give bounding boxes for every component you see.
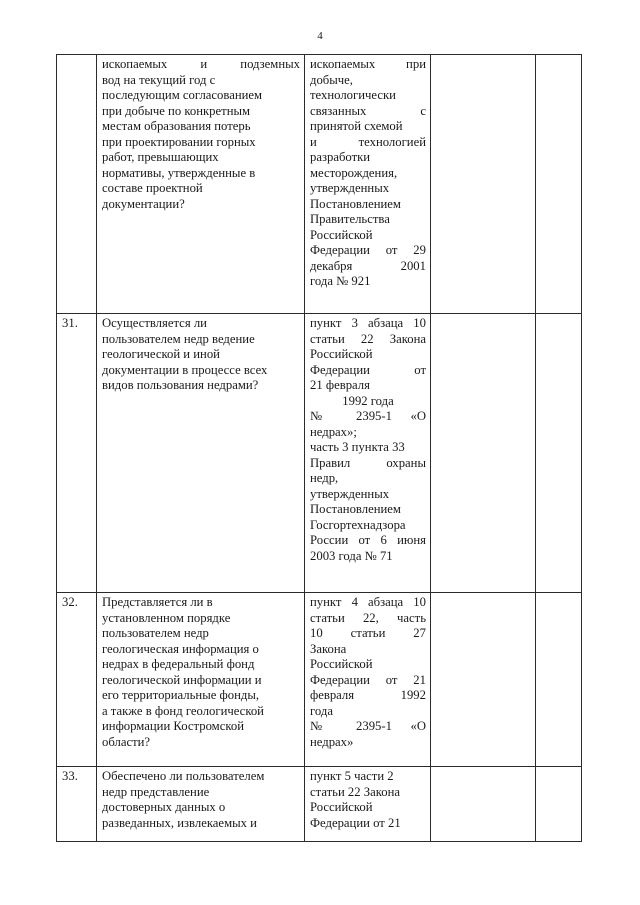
table-row bbox=[57, 55, 582, 314]
question-line: его территориальные фонды, bbox=[102, 688, 260, 702]
question-line: последующим согласованием bbox=[102, 88, 263, 102]
question-line: местам образования потерь bbox=[102, 119, 251, 133]
requisites-line: № 2395-1 «О bbox=[310, 409, 426, 423]
note-cell bbox=[536, 314, 582, 593]
requisites-line: Постановлением bbox=[310, 196, 401, 211]
question-cell bbox=[97, 767, 305, 842]
question-line: документации? bbox=[102, 196, 185, 211]
question-line: документации в процессе всех bbox=[102, 362, 268, 377]
requisites-line: Федерации от 21 bbox=[310, 815, 401, 830]
requisites-line: Федерации от 21 bbox=[310, 672, 426, 687]
requisites-cell bbox=[305, 314, 431, 593]
question-line: геологической информации и bbox=[102, 672, 262, 687]
question-line: пользователем недр ведение bbox=[102, 331, 255, 346]
question-line: нормативы, утвержденные в bbox=[102, 165, 256, 180]
requisites-line: февраля 1992 bbox=[310, 688, 426, 702]
requisites-line: пункт 5 части 2 bbox=[310, 769, 394, 783]
question-line: геологическая информация о bbox=[102, 641, 259, 656]
requisites-line: принятой схемой bbox=[310, 119, 403, 133]
row-number: 33. bbox=[57, 767, 97, 842]
row-number: 31. bbox=[57, 314, 97, 593]
requisites-line: недрах» bbox=[310, 734, 354, 749]
checklist-table bbox=[56, 54, 582, 842]
requisites-line: 10 статьи 27 bbox=[310, 626, 426, 640]
requisites-line: разработки bbox=[310, 150, 371, 164]
requisites-cell bbox=[305, 593, 431, 767]
table-row bbox=[57, 593, 582, 767]
requisites-line: часть 3 пункта 33 bbox=[310, 440, 405, 454]
question-line: недрах в федеральный фонд bbox=[102, 657, 255, 671]
requisites-line: статьи 22 Закона bbox=[310, 331, 426, 346]
requisites-cell bbox=[305, 55, 431, 314]
question-line: достоверных данных о bbox=[102, 800, 226, 814]
requisites-line: Правительства bbox=[310, 212, 390, 226]
requisites-line: 21 февраля bbox=[310, 378, 370, 392]
question-line: области? bbox=[102, 734, 151, 749]
requisites-line: ископаемых при bbox=[310, 57, 426, 71]
requisites-line: статьи 22 Закона bbox=[310, 784, 401, 799]
table-row bbox=[57, 767, 582, 842]
requisites-line: года bbox=[310, 703, 333, 718]
requisites-line: Российской bbox=[310, 657, 373, 671]
question-cell bbox=[97, 55, 305, 314]
question-cell bbox=[97, 593, 305, 767]
question-cell bbox=[97, 314, 305, 593]
question-line: геологической и иной bbox=[102, 347, 220, 361]
row-number bbox=[57, 55, 97, 314]
requisites-line: 2003 года № 71 bbox=[310, 548, 393, 563]
requisites-cell bbox=[305, 767, 431, 842]
question-line: вод на текущий год с bbox=[102, 72, 216, 87]
question-line: работ, превышающих bbox=[102, 150, 219, 164]
answer-cell bbox=[431, 55, 536, 314]
requisites-line: статьи 22, часть bbox=[310, 610, 426, 625]
answer-cell bbox=[431, 767, 536, 842]
note-cell bbox=[536, 767, 582, 842]
requisites-line: недрах»; bbox=[310, 424, 357, 439]
requisites-line: утвержденных bbox=[310, 486, 390, 501]
question-line: Обеспечено ли пользователем bbox=[102, 769, 265, 783]
requisites-line: Постановлением bbox=[310, 502, 401, 516]
requisites-line: и технологией bbox=[310, 134, 426, 149]
page-number: 4 bbox=[317, 30, 323, 42]
question-line: Представляется ли в bbox=[102, 595, 213, 609]
question-line: при добыче по конкретным bbox=[102, 103, 251, 118]
answer-cell bbox=[431, 314, 536, 593]
question-line: разведанных, извлекаемых и bbox=[102, 815, 257, 830]
question-line: пользователем недр bbox=[102, 626, 209, 640]
requisites-line: Госгортехнадзора bbox=[310, 517, 406, 532]
question-line: ископаемых и подземных bbox=[102, 57, 300, 71]
requisites-line: Российской bbox=[310, 800, 373, 814]
requisites-line: № 2395-1 «О bbox=[310, 719, 426, 733]
question-line: информации Костромской bbox=[102, 719, 244, 733]
question-line: видов пользования недрами? bbox=[102, 378, 259, 392]
question-line: а также в фонд геологической bbox=[102, 703, 264, 718]
question-line: недр представление bbox=[102, 784, 210, 799]
requisites-line: связанных с bbox=[310, 103, 426, 118]
requisites-line: пункт 3 абзаца 10 bbox=[310, 316, 426, 330]
question-line: при проектировании горных bbox=[102, 134, 256, 149]
question-line: составе проектной bbox=[102, 181, 203, 195]
requisites-line: пункт 4 абзаца 10 bbox=[310, 595, 426, 609]
requisites-line: Федерации от 29 bbox=[310, 243, 426, 257]
row-number: 32. bbox=[57, 593, 97, 767]
requisites-line: Российской bbox=[310, 347, 373, 361]
requisites-line: России от 6 июня bbox=[310, 533, 426, 547]
question-line: установленном порядке bbox=[102, 610, 231, 625]
answer-cell bbox=[431, 593, 536, 767]
requisites-line: месторождения, bbox=[310, 165, 398, 180]
question-line: Осуществляется ли bbox=[102, 316, 207, 330]
requisites-line: 1992 года bbox=[342, 393, 394, 408]
requisites-line: технологически bbox=[310, 88, 396, 102]
table-row bbox=[57, 314, 582, 593]
requisites-line: добыче, bbox=[310, 72, 353, 87]
note-cell bbox=[536, 593, 582, 767]
requisites-line: недр, bbox=[310, 471, 339, 485]
requisites-line: декабря 2001 bbox=[310, 258, 426, 273]
requisites-line: Закона bbox=[310, 641, 347, 656]
requisites-line: Федерации от bbox=[310, 362, 426, 377]
requisites-line: Правил охраны bbox=[310, 455, 426, 470]
note-cell bbox=[536, 55, 582, 314]
requisites-line: года № 921 bbox=[310, 274, 371, 288]
requisites-line: утвержденных bbox=[310, 181, 390, 195]
requisites-line: Российской bbox=[310, 227, 373, 242]
